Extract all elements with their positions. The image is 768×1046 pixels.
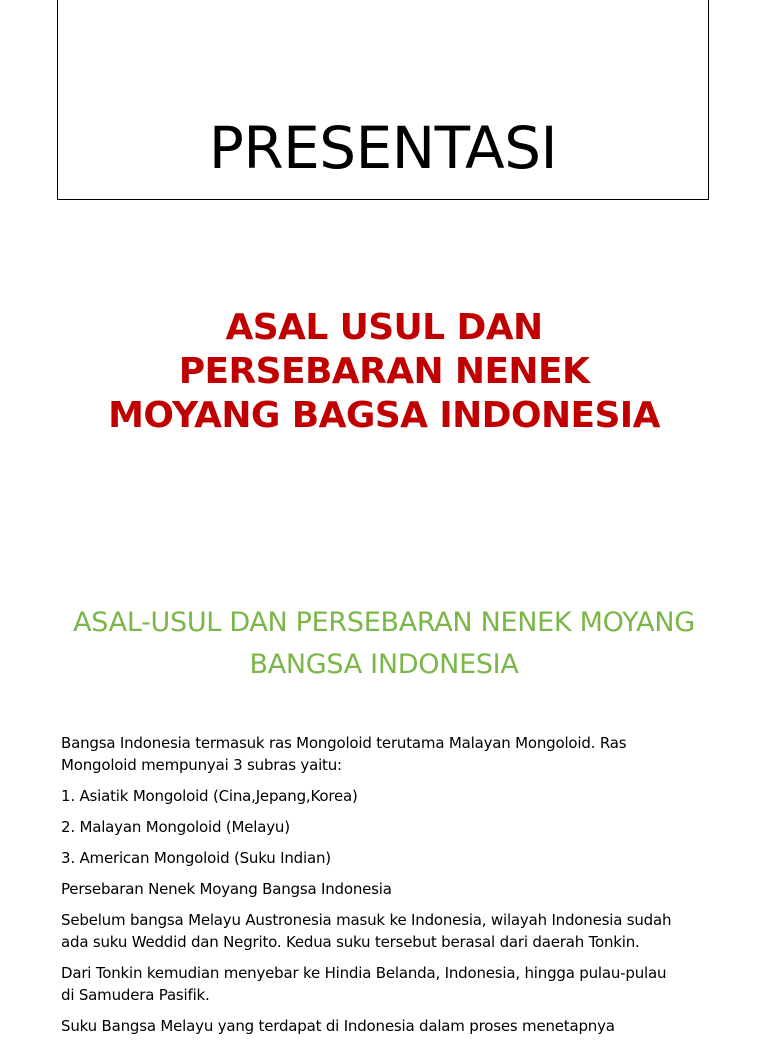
paragraph-line: Bangsa Indonesia termasuk ras Mongoloid terutama Malayan Mongoloid. Ras xyxy=(61,734,627,752)
sub-heading-line: BANGSA INDONESIA xyxy=(249,649,519,680)
paragraph-line: 1. Asiatik Mongoloid (Cina,Jepang,Korea) xyxy=(61,787,358,805)
list-item xyxy=(61,816,721,838)
main-heading-line: PERSEBARAN NENEK xyxy=(178,351,590,392)
paragraph-line: Dari Tonkin kemudian menyebar ke Hindia Belanda, Indonesia, hingga pulau-pulau xyxy=(61,964,667,982)
main-heading xyxy=(0,306,768,438)
paragraph-line: di Samudera Pasifik. xyxy=(61,986,210,1004)
paragraph-line: 3. American Mongoloid (Suku Indian) xyxy=(61,849,331,867)
main-heading-line: ASAL USUL DAN xyxy=(225,307,543,348)
paragraph-line: 2. Malayan Mongoloid (Melayu) xyxy=(61,818,290,836)
body-text xyxy=(61,732,721,1046)
paragraph xyxy=(61,878,721,900)
paragraph xyxy=(61,1015,721,1037)
title-box xyxy=(57,0,709,200)
paragraph xyxy=(61,962,721,1006)
paragraph-line: Persebaran Nenek Moyang Bangsa Indonesia xyxy=(61,880,392,898)
paragraph-line: ada suku Weddid dan Negrito. Kedua suku tersebut berasal dari daerah Tonkin. xyxy=(61,933,640,951)
paragraph xyxy=(61,732,721,776)
main-heading-line: MOYANG BAGSA INDONESIA xyxy=(108,395,660,436)
slide-title: PRESENTASI xyxy=(208,114,558,182)
list-item xyxy=(61,847,721,869)
paragraph xyxy=(61,909,721,953)
paragraph-line: Suku Bangsa Melayu yang terdapat di Indonesia dalam proses menetapnya xyxy=(61,1017,615,1035)
list-item xyxy=(61,785,721,807)
sub-heading-line: ASAL-USUL DAN PERSEBARAN NENEK MOYANG xyxy=(73,607,695,638)
paragraph-line: Sebelum bangsa Melayu Austronesia masuk ke Indonesia, wilayah Indonesia sudah xyxy=(61,911,672,929)
paragraph-line: Mongoloid mempunyai 3 subras yaitu: xyxy=(61,756,342,774)
sub-heading xyxy=(0,602,768,686)
